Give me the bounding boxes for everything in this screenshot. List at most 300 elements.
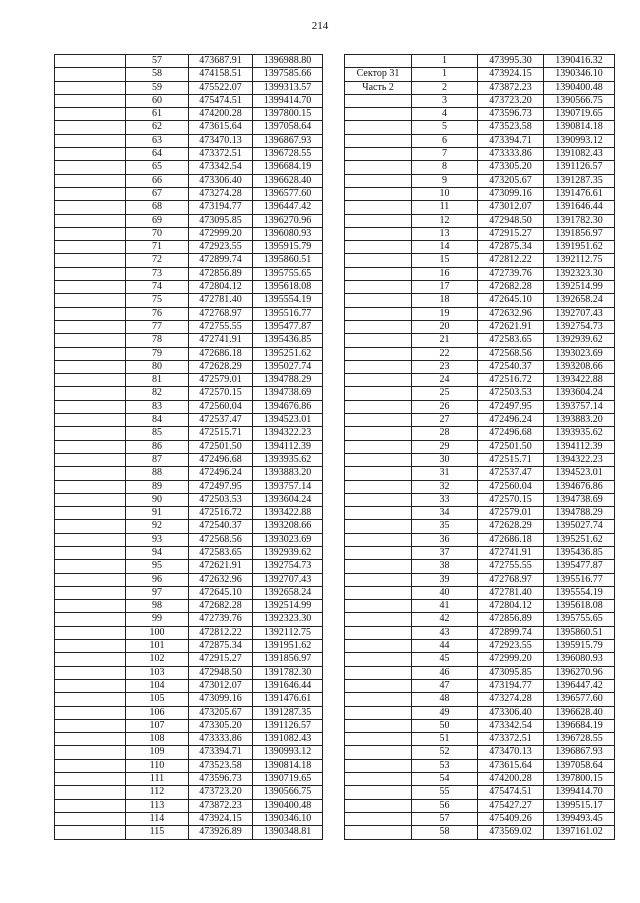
x-coordinate-cell: 473569.02: [478, 826, 544, 839]
point-number-cell: 93: [126, 533, 189, 546]
point-number-cell: 67: [126, 187, 189, 200]
x-coordinate-cell: 473099.16: [478, 187, 544, 200]
y-coordinate-cell: 1395436.85: [253, 334, 323, 347]
x-coordinate-cell: 472497.95: [189, 480, 253, 493]
point-number-cell: 68: [126, 201, 189, 214]
table-row: [55, 573, 323, 586]
x-coordinate-cell: 472948.50: [189, 666, 253, 679]
point-number-cell: 15: [412, 254, 478, 267]
table-row: [55, 733, 323, 746]
y-coordinate-cell: 1397161.02: [544, 826, 615, 839]
sector-label-cell: [55, 600, 126, 613]
x-coordinate-cell: 472497.95: [478, 400, 544, 413]
sector-label-cell: [55, 453, 126, 466]
sector-label-cell: [345, 453, 412, 466]
table-row: [345, 653, 615, 666]
point-number-cell: 98: [126, 600, 189, 613]
point-number-cell: 85: [126, 427, 189, 440]
sector-label-cell: [345, 254, 412, 267]
y-coordinate-cell: 1390814.18: [253, 759, 323, 772]
y-coordinate-cell: 1390416.32: [544, 55, 615, 68]
x-coordinate-cell: 473394.71: [189, 746, 253, 759]
sector-label-cell: [345, 480, 412, 493]
table-row: [345, 586, 615, 599]
x-coordinate-cell: 472540.37: [189, 520, 253, 533]
y-coordinate-cell: 1393935.62: [253, 453, 323, 466]
x-coordinate-cell: 472686.18: [189, 347, 253, 360]
point-number-cell: 5: [412, 121, 478, 134]
y-coordinate-cell: 1394322.23: [253, 427, 323, 440]
table-row: [345, 414, 615, 427]
sector-label-cell: [345, 826, 412, 839]
sector-label-cell: [345, 507, 412, 520]
table-row: [55, 480, 323, 493]
point-number-cell: 114: [126, 812, 189, 825]
y-coordinate-cell: 1391287.35: [253, 706, 323, 719]
table-row: [55, 786, 323, 799]
table-row: [55, 347, 323, 360]
sector-label-cell: [55, 493, 126, 506]
table-row: [55, 134, 323, 147]
table-row: [55, 706, 323, 719]
sector-label-cell: [345, 613, 412, 626]
y-coordinate-cell: 1393883.20: [253, 467, 323, 480]
point-number-cell: 1: [412, 68, 478, 81]
sector-label-cell: [55, 746, 126, 759]
sector-label-cell: [55, 294, 126, 307]
table-row: [55, 467, 323, 480]
x-coordinate-cell: 473924.15: [478, 68, 544, 81]
table-row: [345, 267, 615, 280]
sector-label-cell: [55, 94, 126, 107]
x-coordinate-cell: 473470.13: [189, 134, 253, 147]
sector-label-cell: [345, 360, 412, 373]
point-number-cell: 41: [412, 600, 478, 613]
x-coordinate-cell: 472583.65: [189, 546, 253, 559]
point-number-cell: 36: [412, 533, 478, 546]
point-number-cell: 17: [412, 281, 478, 294]
y-coordinate-cell: 1395618.08: [253, 281, 323, 294]
y-coordinate-cell: 1393883.20: [544, 414, 615, 427]
sector-label-cell: [345, 812, 412, 825]
y-coordinate-cell: 1399515.17: [544, 799, 615, 812]
point-number-cell: 56: [412, 799, 478, 812]
table-row: [345, 254, 615, 267]
y-coordinate-cell: 1390400.48: [544, 81, 615, 94]
y-coordinate-cell: 1396447.42: [253, 201, 323, 214]
y-coordinate-cell: 1392323.30: [544, 267, 615, 280]
sector-label-cell: [345, 187, 412, 200]
point-number-cell: 104: [126, 679, 189, 692]
sector-label-cell: [55, 81, 126, 94]
table-row: [345, 427, 615, 440]
x-coordinate-cell: 472501.50: [478, 440, 544, 453]
y-coordinate-cell: 1394676.86: [544, 480, 615, 493]
point-number-cell: 1: [412, 55, 478, 68]
x-coordinate-cell: 473333.86: [189, 733, 253, 746]
point-number-cell: 69: [126, 214, 189, 227]
table-row: [345, 626, 615, 639]
x-coordinate-cell: 472923.55: [478, 640, 544, 653]
y-coordinate-cell: 1396577.60: [253, 187, 323, 200]
sector-label-cell: [55, 68, 126, 81]
table-row: [55, 400, 323, 413]
table-row: [55, 560, 323, 573]
x-coordinate-cell: 473372.51: [189, 148, 253, 161]
y-coordinate-cell: 1397800.15: [253, 108, 323, 121]
x-coordinate-cell: 472915.27: [478, 227, 544, 240]
sector-label-cell: [345, 693, 412, 706]
point-number-cell: 72: [126, 254, 189, 267]
point-number-cell: 102: [126, 653, 189, 666]
sector-label-cell: [55, 360, 126, 373]
table-row: [55, 640, 323, 653]
y-coordinate-cell: 1399414.70: [253, 94, 323, 107]
x-coordinate-cell: 472540.37: [478, 360, 544, 373]
coordinates-table-right: [344, 54, 615, 840]
x-coordinate-cell: 473523.58: [189, 759, 253, 772]
table-row: [55, 81, 323, 94]
table-row: [345, 719, 615, 732]
x-coordinate-cell: 472875.34: [189, 640, 253, 653]
point-number-cell: 37: [412, 546, 478, 559]
point-number-cell: 109: [126, 746, 189, 759]
y-coordinate-cell: 1393422.88: [544, 374, 615, 387]
table-row: [55, 826, 323, 839]
y-coordinate-cell: 1395915.79: [253, 241, 323, 254]
table-row: [55, 679, 323, 692]
x-coordinate-cell: 472948.50: [478, 214, 544, 227]
y-coordinate-cell: 1392939.62: [544, 334, 615, 347]
y-coordinate-cell: 1391082.43: [544, 148, 615, 161]
table-row: [345, 786, 615, 799]
x-coordinate-cell: 472583.65: [478, 334, 544, 347]
sector-label-cell: [345, 600, 412, 613]
point-number-cell: 20: [412, 320, 478, 333]
table-row: [55, 600, 323, 613]
sector-label-cell: [55, 241, 126, 254]
table-row: [345, 773, 615, 786]
point-number-cell: 57: [412, 812, 478, 825]
point-number-cell: 9: [412, 174, 478, 187]
sector-label-cell: [55, 187, 126, 200]
point-number-cell: 91: [126, 507, 189, 520]
x-coordinate-cell: 474158.51: [189, 68, 253, 81]
sector-label-cell: [345, 227, 412, 240]
x-coordinate-cell: 473306.40: [478, 706, 544, 719]
sector-label-cell: [55, 55, 126, 68]
point-number-cell: 115: [126, 826, 189, 839]
table-row: [55, 414, 323, 427]
point-number-cell: 76: [126, 307, 189, 320]
x-coordinate-cell: 474200.28: [478, 773, 544, 786]
table-row: [345, 347, 615, 360]
y-coordinate-cell: 1392112.75: [253, 626, 323, 639]
point-number-cell: 26: [412, 400, 478, 413]
y-coordinate-cell: 1393422.88: [253, 507, 323, 520]
table-row: [55, 201, 323, 214]
sector-label-cell: [345, 161, 412, 174]
sector-label-cell: [55, 626, 126, 639]
x-coordinate-cell: 472496.68: [478, 427, 544, 440]
sector-label-cell: [55, 812, 126, 825]
sector-label-cell: [345, 241, 412, 254]
point-number-cell: 82: [126, 387, 189, 400]
sector-label-cell: [345, 427, 412, 440]
x-coordinate-cell: 475474.51: [189, 94, 253, 107]
y-coordinate-cell: 1391951.62: [544, 241, 615, 254]
y-coordinate-cell: 1396728.55: [544, 733, 615, 746]
y-coordinate-cell: 1399493.45: [544, 812, 615, 825]
sector-label-cell: [345, 679, 412, 692]
sector-label-cell: [345, 281, 412, 294]
point-number-cell: 33: [412, 493, 478, 506]
table-row: [55, 374, 323, 387]
point-number-cell: 53: [412, 759, 478, 772]
sector-label-cell: [55, 706, 126, 719]
table-row: [55, 746, 323, 759]
y-coordinate-cell: 1390719.65: [253, 773, 323, 786]
sector-label-cell: [55, 427, 126, 440]
point-number-cell: 83: [126, 400, 189, 413]
y-coordinate-cell: 1395860.51: [253, 254, 323, 267]
table-row: [345, 360, 615, 373]
table-row: [345, 467, 615, 480]
point-number-cell: 97: [126, 586, 189, 599]
x-coordinate-cell: 472856.89: [189, 267, 253, 280]
sector-label-cell: [345, 387, 412, 400]
x-coordinate-cell: 473095.85: [189, 214, 253, 227]
table-row: [345, 520, 615, 533]
point-number-cell: 90: [126, 493, 189, 506]
table-row: [55, 812, 323, 825]
table-row: [55, 493, 323, 506]
x-coordinate-cell: 472501.50: [189, 440, 253, 453]
table-row: [345, 201, 615, 214]
point-number-cell: 25: [412, 387, 478, 400]
x-coordinate-cell: 475409.26: [478, 812, 544, 825]
x-coordinate-cell: 472781.40: [478, 586, 544, 599]
point-number-cell: 80: [126, 360, 189, 373]
x-coordinate-cell: 473872.23: [189, 799, 253, 812]
point-number-cell: 11: [412, 201, 478, 214]
sector-label-cell: [345, 586, 412, 599]
point-number-cell: 81: [126, 374, 189, 387]
point-number-cell: 7: [412, 148, 478, 161]
y-coordinate-cell: 1392707.43: [253, 573, 323, 586]
sector-label-cell: [345, 440, 412, 453]
point-number-cell: 58: [126, 68, 189, 81]
sector-label-cell: Часть 2: [345, 81, 412, 94]
y-coordinate-cell: 1396728.55: [253, 148, 323, 161]
sector-label-cell: [55, 560, 126, 573]
table-row: [345, 387, 615, 400]
sector-label-cell: [55, 799, 126, 812]
sector-label-cell: [345, 347, 412, 360]
point-number-cell: 13: [412, 227, 478, 240]
y-coordinate-cell: 1393023.69: [544, 347, 615, 360]
y-coordinate-cell: 1396270.96: [544, 666, 615, 679]
table-row: [55, 161, 323, 174]
x-coordinate-cell: 474200.28: [189, 108, 253, 121]
y-coordinate-cell: 1391782.30: [544, 214, 615, 227]
sector-label-cell: [55, 640, 126, 653]
x-coordinate-cell: 473194.77: [189, 201, 253, 214]
y-coordinate-cell: 1399414.70: [544, 786, 615, 799]
y-coordinate-cell: 1390993.12: [253, 746, 323, 759]
sector-label-cell: [55, 254, 126, 267]
y-coordinate-cell: 1395477.87: [253, 320, 323, 333]
point-number-cell: 45: [412, 653, 478, 666]
y-coordinate-cell: 1391856.97: [253, 653, 323, 666]
point-number-cell: 78: [126, 334, 189, 347]
x-coordinate-cell: 472537.47: [478, 467, 544, 480]
x-coordinate-cell: 473095.85: [478, 666, 544, 679]
x-coordinate-cell: 475522.07: [189, 81, 253, 94]
sector-label-cell: [55, 108, 126, 121]
x-coordinate-cell: 473394.71: [478, 134, 544, 147]
table-row: [345, 600, 615, 613]
x-coordinate-cell: 472755.55: [478, 560, 544, 573]
table-row: [55, 360, 323, 373]
x-coordinate-cell: 472579.01: [189, 374, 253, 387]
x-coordinate-cell: 473372.51: [478, 733, 544, 746]
point-number-cell: 87: [126, 453, 189, 466]
point-number-cell: 39: [412, 573, 478, 586]
y-coordinate-cell: 1394788.29: [253, 374, 323, 387]
x-coordinate-cell: 473596.73: [478, 108, 544, 121]
point-number-cell: 10: [412, 187, 478, 200]
sector-label-cell: [345, 55, 412, 68]
sector-label-cell: [55, 653, 126, 666]
y-coordinate-cell: 1399313.57: [253, 81, 323, 94]
y-coordinate-cell: 1396080.93: [253, 227, 323, 240]
point-number-cell: 61: [126, 108, 189, 121]
point-number-cell: 99: [126, 613, 189, 626]
y-coordinate-cell: 1392112.75: [544, 254, 615, 267]
x-coordinate-cell: 473615.64: [478, 759, 544, 772]
point-number-cell: 108: [126, 733, 189, 746]
y-coordinate-cell: 1397800.15: [544, 773, 615, 786]
point-number-cell: 73: [126, 267, 189, 280]
x-coordinate-cell: 473012.07: [189, 679, 253, 692]
y-coordinate-cell: 1396628.40: [544, 706, 615, 719]
point-number-cell: 8: [412, 161, 478, 174]
sector-label-cell: [345, 307, 412, 320]
x-coordinate-cell: 472755.55: [189, 320, 253, 333]
sector-label-cell: [55, 281, 126, 294]
y-coordinate-cell: 1396447.42: [544, 679, 615, 692]
table-row: [345, 640, 615, 653]
table-row: [345, 533, 615, 546]
x-coordinate-cell: 472516.72: [478, 374, 544, 387]
table-row: [345, 161, 615, 174]
sector-label-cell: [55, 467, 126, 480]
sector-label-cell: [345, 108, 412, 121]
sector-label-cell: [55, 613, 126, 626]
table-row: [55, 799, 323, 812]
sector-label-cell: [345, 706, 412, 719]
sector-label-cell: [55, 666, 126, 679]
table-row: [345, 440, 615, 453]
point-number-cell: 75: [126, 294, 189, 307]
point-number-cell: 21: [412, 334, 478, 347]
point-number-cell: 64: [126, 148, 189, 161]
y-coordinate-cell: 1395860.51: [544, 626, 615, 639]
y-coordinate-cell: 1392754.73: [544, 320, 615, 333]
point-number-cell: 24: [412, 374, 478, 387]
sector-label-cell: [55, 374, 126, 387]
point-number-cell: 65: [126, 161, 189, 174]
y-coordinate-cell: 1390346.10: [544, 68, 615, 81]
table-row: [55, 187, 323, 200]
y-coordinate-cell: 1393604.24: [253, 493, 323, 506]
table-row: [55, 108, 323, 121]
y-coordinate-cell: 1394322.23: [544, 453, 615, 466]
x-coordinate-cell: 473205.67: [189, 706, 253, 719]
x-coordinate-cell: 472560.04: [189, 400, 253, 413]
sector-label-cell: [55, 148, 126, 161]
y-coordinate-cell: 1392939.62: [253, 546, 323, 559]
y-coordinate-cell: 1394738.69: [253, 387, 323, 400]
y-coordinate-cell: 1395618.08: [544, 600, 615, 613]
x-coordinate-cell: 472570.15: [478, 493, 544, 506]
y-coordinate-cell: 1395915.79: [544, 640, 615, 653]
point-number-cell: 111: [126, 773, 189, 786]
y-coordinate-cell: 1393604.24: [544, 387, 615, 400]
x-coordinate-cell: 472496.24: [189, 467, 253, 480]
table-row: [345, 55, 615, 68]
sector-label-cell: [55, 267, 126, 280]
table-row: [345, 799, 615, 812]
point-number-cell: 4: [412, 108, 478, 121]
sector-label-cell: [345, 400, 412, 413]
y-coordinate-cell: 1392323.30: [253, 613, 323, 626]
y-coordinate-cell: 1396867.93: [253, 134, 323, 147]
x-coordinate-cell: 472686.18: [478, 533, 544, 546]
sector-label-cell: [345, 320, 412, 333]
y-coordinate-cell: 1396684.19: [544, 719, 615, 732]
point-number-cell: 3: [412, 94, 478, 107]
sector-label-cell: [55, 573, 126, 586]
point-number-cell: 47: [412, 679, 478, 692]
y-coordinate-cell: 1395436.85: [544, 546, 615, 559]
point-number-cell: 35: [412, 520, 478, 533]
y-coordinate-cell: 1392658.24: [544, 294, 615, 307]
x-coordinate-cell: 472516.72: [189, 507, 253, 520]
sector-label-cell: [345, 626, 412, 639]
sector-label-cell: [345, 174, 412, 187]
table-row: [55, 453, 323, 466]
sector-label-cell: Сектор 31: [345, 68, 412, 81]
table-row: [345, 613, 615, 626]
sector-label-cell: [55, 440, 126, 453]
sector-label-cell: [345, 214, 412, 227]
table-row: [55, 320, 323, 333]
sector-label-cell: [345, 294, 412, 307]
x-coordinate-cell: 472621.91: [478, 320, 544, 333]
point-number-cell: 29: [412, 440, 478, 453]
sector-label-cell: [55, 679, 126, 692]
sector-label-cell: [55, 693, 126, 706]
y-coordinate-cell: 1393757.14: [544, 400, 615, 413]
x-coordinate-cell: 473596.73: [189, 773, 253, 786]
point-number-cell: 43: [412, 626, 478, 639]
table-row: [55, 693, 323, 706]
table-row: [55, 294, 323, 307]
x-coordinate-cell: 472560.04: [478, 480, 544, 493]
y-coordinate-cell: 1394788.29: [544, 507, 615, 520]
